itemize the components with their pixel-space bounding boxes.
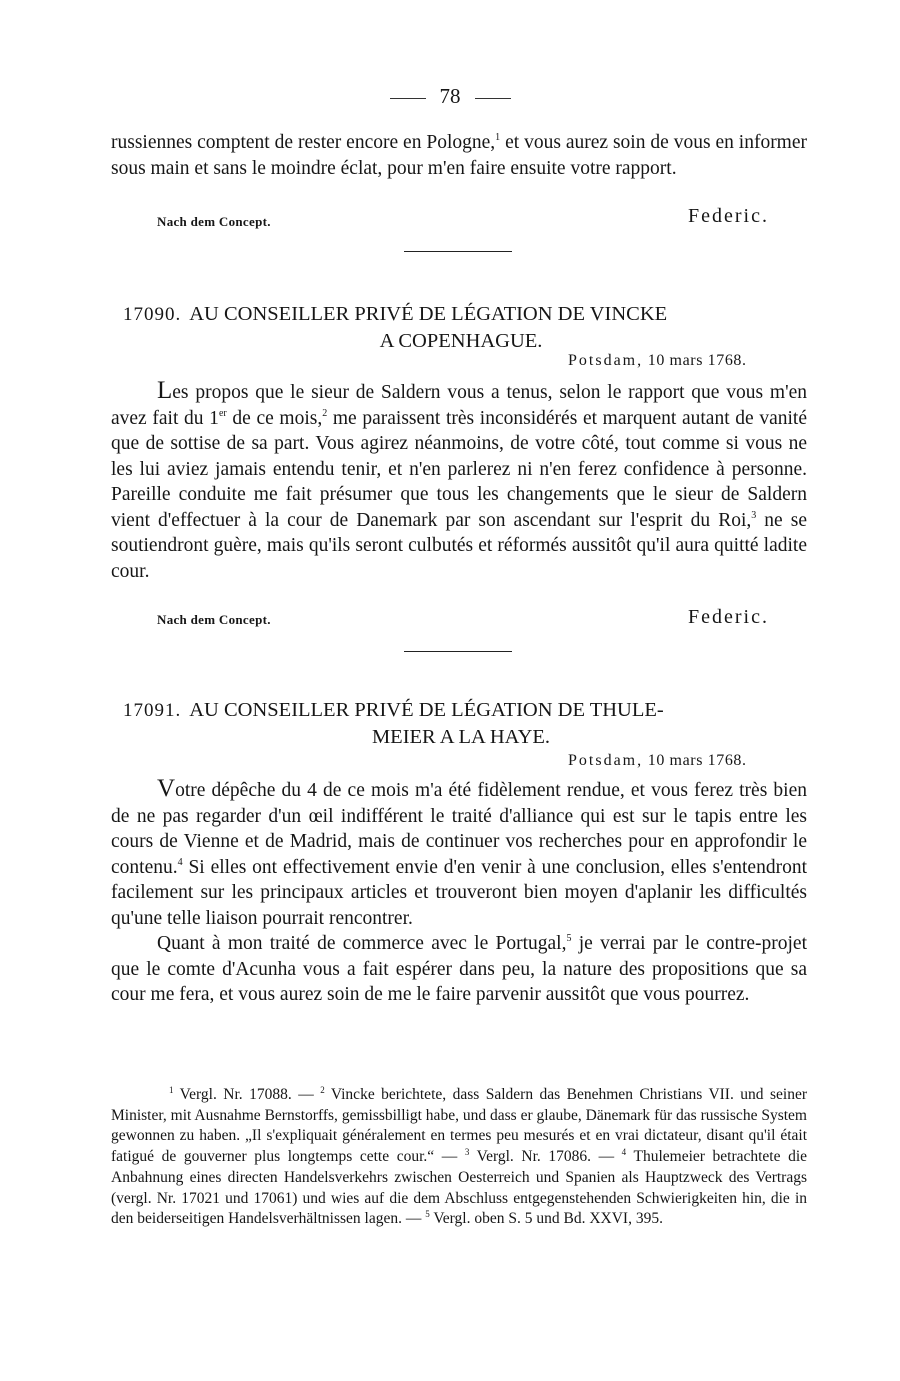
letter-paragraph: Les propos que le sieur de Saldern vous a tenus, selon le rapport que vous m'en avez fait du 1er de ce mois,$^2$ me paraissent très inconsidérés et marquent autant de vanité que de sottise de sa part. Vous agirez néanmoins, de votre côté, tout comme si vous ne les lui aviez jamais entendu tenir, et n'en parlerez ni n'en ferez confidence à personne. Pareille conduite me fait présumer que tous les changements que le sieur de Saldern vient d'effectuer à la cour de Danemark par son ascendant sur l'esprit du Roi,$^3$ ne se soutiendront guère, mais qu'ils seront culbutés et réformés aussitôt qu'il aura quitté ladite cour.: [111, 377, 807, 582]
section-divider-1: [404, 251, 512, 252]
letter-number: 17091.: [123, 700, 182, 721]
footnote-ref-4: 4: [177, 856, 183, 868]
heading-line-2: A COPENHAGUE.: [379, 330, 543, 352]
footnote-mark-5: 5: [425, 1209, 430, 1220]
continued-paragraph: russiennes comptent de rester encore en Pologne,$^1$ et vous aurez soin de vous en informer sous main et sans le moindre éclat, pour m'en faire ensuite votre rapport.: [111, 132, 807, 179]
source-note-2: Nach dem Concept.: [157, 612, 271, 627]
initial-letter: V: [157, 775, 176, 802]
heading-line-2: MEIER A LA HAYE.: [371, 726, 551, 748]
page-header: [0, 84, 900, 109]
letter-number: 17090.: [123, 304, 182, 325]
footnotes: [111, 1085, 807, 1230]
footnote-mark-4: 4: [621, 1147, 627, 1158]
page-number: 78: [439, 84, 461, 108]
heading-line-1: AU CONSEILLER PRIVÉ DE LÉGATION DE VINCKE: [189, 303, 668, 325]
header-dash-right: [475, 98, 511, 99]
letter-heading-17091: [111, 697, 811, 750]
heading-line-1: AU CONSEILLER PRIVÉ DE LÉGATION DE THULE-: [189, 699, 664, 721]
dateline-17091: Potsdam, 10 mars 1768.: [568, 752, 747, 769]
letter-paragraph: Quant à mon traité de commerce avec le Portugal,$^5$ je verrai par le contre-projet que le comte d'Acunha vous a fait espérer dans peu, la nature des propositions que sa cour me fera, et vous aurez soin de me le faire parvenir aussitôt que vous pourrez.: [111, 933, 807, 1005]
section-divider-2: [404, 651, 512, 652]
footnote-text-2: Vincke berichtete, dass Saldern das Benehmen Christians VII. und seiner Minister, mit Ausnahme Bernstorffs, gemissbilligt habe, und dass er glaube, Dänemark für das russische System gewonnen zu haben. „Il s'expliquait généralement en termes peu mesurés et en vrai dictateur, disant qu'il était fatigué de gouverner plus longtemps cette cour.“ —: [111, 1086, 808, 1166]
footnote-text-1: Vergl. Nr. 17088. —: [173, 1086, 321, 1103]
footnote-text-5: Vergl. oben S. 5 und Bd. XXVI, 395.: [429, 1210, 663, 1228]
letter-body-17091: [111, 776, 807, 1008]
footnote-ref-1: 1: [495, 132, 501, 143]
footnote-ref-3: 3: [751, 509, 757, 521]
letter-body-17090: [111, 378, 807, 584]
footnote-text-4: Thulemeier betrachtete die Anbahnung eines directen Handelsverkehrs zwischen Oesterreich und Spanien als Hauptzweck des Vertrags (vergl. Nr. 17021 und 17061) und wies auf die dem Abschluss entgegenstehenden Schwierigkeiten hin, die in den beiderseitigen Handelsverhältnissen lagen. —: [111, 1148, 808, 1228]
header-dash-left: [390, 98, 426, 99]
footnote-text-3: Vergl. Nr. 17086. —: [469, 1148, 622, 1166]
footnote-mark-3: 3: [464, 1147, 470, 1158]
signature-1: Federic.: [688, 205, 769, 227]
source-note-1: Nach dem Concept.: [157, 214, 271, 229]
footnote-mark-2: 2: [320, 1085, 325, 1095]
letter-heading-17090: [111, 301, 811, 354]
footnote-mark-1: 1: [169, 1085, 174, 1095]
signature-2: Federic.: [688, 606, 769, 628]
dateline-17090: Potsdam, 10 mars 1768.: [568, 352, 747, 369]
footnote-block: [111, 1085, 807, 1230]
footnote-ref-2: 2: [322, 407, 328, 419]
initial-letter: L: [157, 377, 173, 404]
letter-paragraph: Votre dépêche du 4 de ce mois m'a été fidèlement rendue, et vous ferez très bien de ne pas regarder d'un œil indifférent le traité d'alliance qui est sur le tapis entre les cours de Vienne et de Madrid, mais de continuer vos recherches pour en approfondir le contenu.$^4$ Si elles ont effectivement envie d'en venir à une conclusion, elles s'entendront facilement sur les principaux articles et trouveront bien moyen d'aplanir les difficultés qu'une telle liaison pourrait rencontrer.: [111, 775, 807, 929]
footnote-ref-5: 5: [566, 933, 572, 944]
continued-text: [111, 130, 807, 181]
